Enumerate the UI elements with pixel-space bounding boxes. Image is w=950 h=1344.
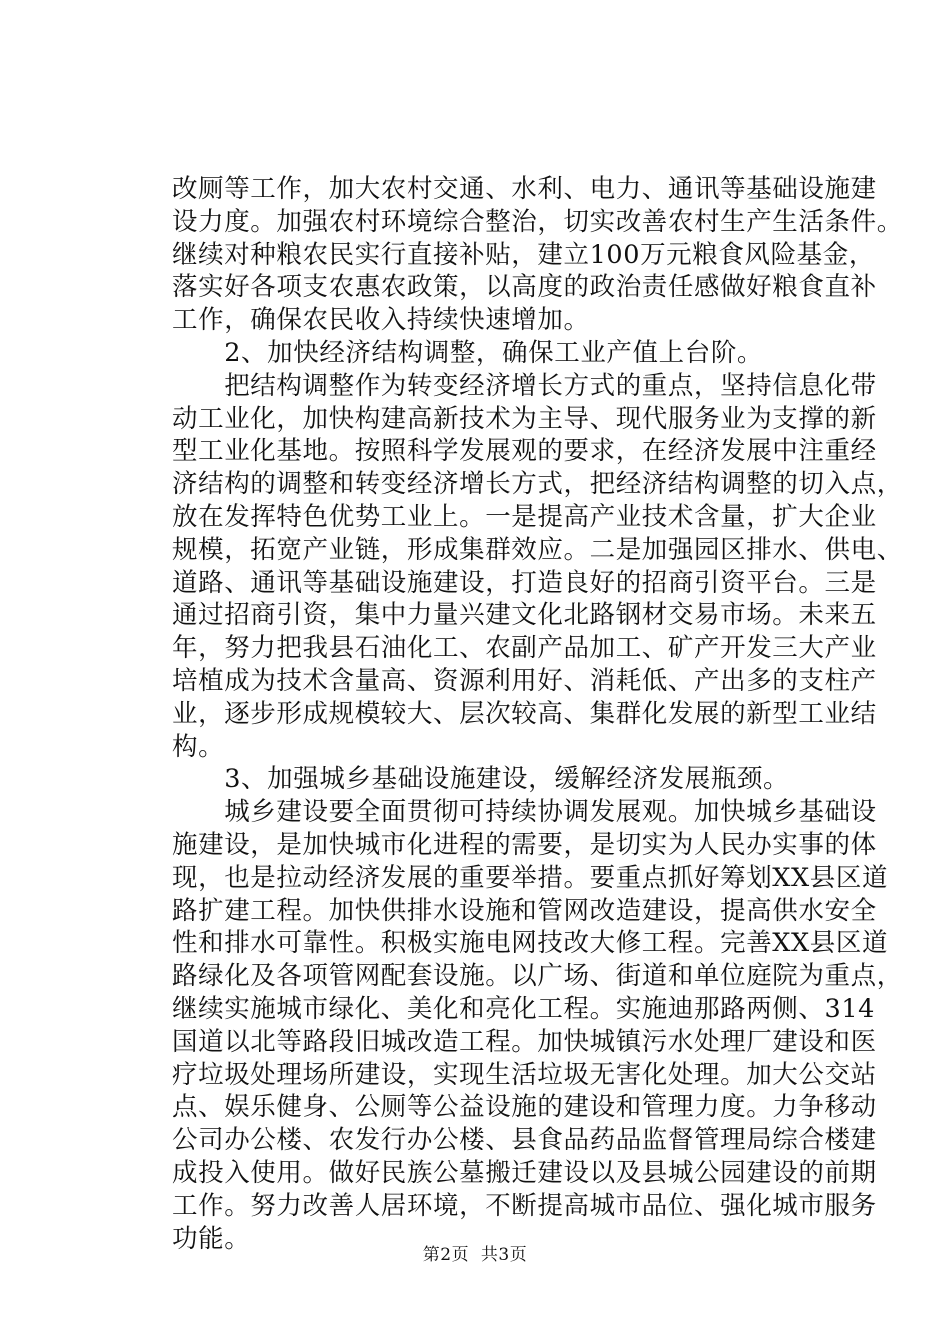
document-body [172,173,903,1255]
text-line: 型工业化基地。按照科学发展观的要求，在经济发展中注重经 [172,436,877,467]
text-line: 构。 [172,731,225,762]
text-line: 规模，拓宽产业链，形成集群效应。二是加强园区排水、供电、 [172,534,903,565]
text-line: 国道以北等路段旧城改造工程。加快城镇污水处理厂建设和医 [172,1026,877,1057]
text-line: 改厕等工作，加大农村交通、水利、电力、通讯等基础设施建 [172,174,877,204]
text-line: 成投入使用。做好民族公墓搬迁建设以及县城公园建设的前期 [172,1157,877,1188]
text-line: 业，逐步形成规模较大、层次较高、集群化发展的新型工业结 [172,698,877,729]
text-line: 3、加强城乡基础设施建设，缓解经济发展瓶颈。 [172,764,790,795]
text-line: 点、娱乐健身、公厕等公益设施的建设和管理力度。力争移动 [172,1092,877,1123]
text-line: 道路、通讯等基础设施建设，打造良好的招商引资平台。三是 [172,567,877,598]
text-line: 工作。努力改善人居环境，不断提高城市品位、强化城市服务 [172,1190,877,1221]
text-line: 现，也是拉动经济发展的重要举措。要重点抓好筹划XX县区道 [172,862,889,893]
text-line: 把结构调整作为转变经济增长方式的重点，坚持信息化带 [172,370,877,401]
text-line: 功能。 [172,1223,251,1254]
text-line: 疗垃圾处理场所建设，实现生活垃圾无害化处理。加大公交站 [172,1059,877,1090]
page-footer: 第2页 共3页 [422,1245,528,1265]
text-line: 设力度。加强农村环境综合整治，切实改善农村生产生活条件。 [172,206,903,237]
text-line: 培植成为技术含量高、资源利用好、消耗低、产出多的支柱产 [172,665,877,696]
text-line: 2、加快经济结构调整，确保工业产值上台阶。 [172,337,764,368]
text-line: 继续对种粮农民实行直接补贴，建立100万元粮食风险基金， [172,239,875,270]
text-line: 年，努力把我县石油化工、农副产品加工、矿产开发三大产业 [172,633,877,664]
text-line: 通过招商引资，集中力量兴建文化北路钢材交易市场。未来五 [172,600,877,631]
text-line: 落实好各项支农惠农政策，以高度的政治责任感做好粮食直补 [172,272,877,303]
text-line: 继续实施城市绿化、美化和亮化工程。实施迪那路两侧、314 [172,993,875,1024]
text-line: 公司办公楼、农发行办公楼、县食品药品监督管理局综合楼建 [172,1125,877,1156]
text-line: 施建设，是加快城市化进程的需要，是切实为人民办实事的体 [172,829,877,860]
text-line: 动工业化，加快构建高新技术为主导、现代服务业为支撑的新 [172,403,877,434]
text-line: 城乡建设要全面贯彻可持续协调发展观。加快城乡基础设 [172,797,877,828]
text-line: 工作，确保农民收入持续快速增加。 [172,305,590,336]
text-line: 济结构的调整和转变经济增长方式，把经济结构调整的切入点， [172,469,903,500]
text-line: 放在发挥特色优势工业上。一是提高产业技术含量，扩大企业 [172,501,877,532]
text-line: 路扩建工程。加快供排水设施和管网改造建设，提高供水安全 [172,895,877,926]
text-line: 路绿化及各项管网配套设施。以广场、街道和单位庭院为重点， [172,961,903,992]
text-line: 性和排水可靠性。积极实施电网技改大修工程。完善XX县区道 [172,928,889,959]
